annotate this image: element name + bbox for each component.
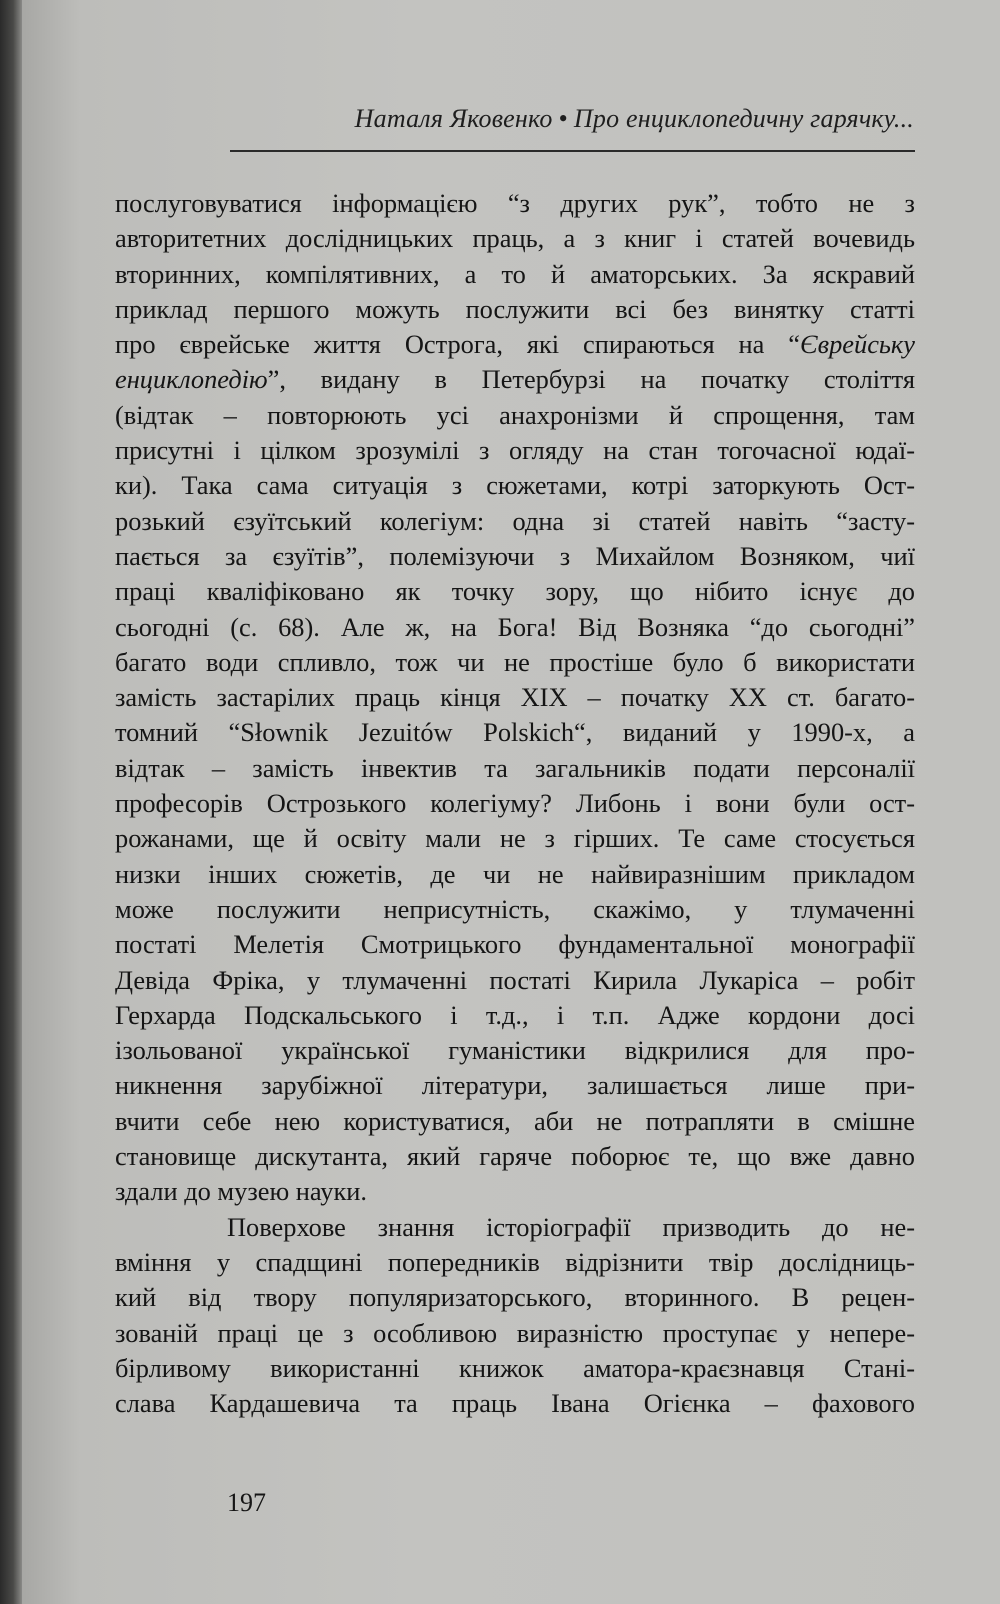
text-line: енциклопедію”, видану в Петербурзі на початку століття	[115, 364, 915, 395]
text-line: вчити себе нею користуватися, аби не потрапляти в смішне	[115, 1105, 915, 1136]
paragraph-end-line: здали до музею науки.	[115, 1176, 368, 1207]
text-line: вторинних, компілятивних, а то й аматорських. За яскравий	[115, 258, 915, 289]
header-title: Про енциклопедичну гарячку...	[573, 104, 914, 133]
text-line: (відтак – повторюють усі анахронізми й спрощення, там	[115, 399, 915, 430]
text-line: багато води спливло, тож чи не простіше було б використати	[115, 646, 915, 677]
text-line: праці кваліфіковано як точку зору, що нібито існує до	[115, 576, 915, 607]
text-line: сьогодні (с. 68). Але ж, на Бога! Від Возняка “до сьогодні”	[115, 611, 915, 642]
text-line: вміння у спадщині попередників відрізнити твір дослідниць-	[115, 1246, 915, 1277]
text-line: зованій праці це з особливою виразністю проступає у непере-	[115, 1317, 915, 1348]
running-header	[230, 104, 914, 134]
text-line: постаті Мелетія Смотрицького фундаментальної монографії	[115, 929, 915, 960]
text-line: може послужити неприсутність, скажімо, у тлумаченні	[115, 893, 915, 924]
text-line: бірливому використанні книжок аматора-краєзнавця Стані-	[115, 1352, 915, 1383]
book-page	[22, 0, 1000, 1604]
text-line: пається за єзуїтів”, полемізуючи з Михайлом Возняком, чиї	[115, 540, 915, 571]
text-line: авторитетних дослідницьких праць, а з книг і статей вочевидь	[115, 223, 915, 254]
book-gutter-edge	[0, 0, 22, 1604]
text-line: Девіда Фріка, у тлумаченні постаті Кирила Лукаріса – робіт	[115, 964, 915, 995]
text-line: никнення зарубіжної літератури, залишається лише при-	[115, 1070, 915, 1101]
text-line: присутні і цілком зрозумілі з огляду на стан тогочасної юдаї-	[115, 435, 915, 466]
paragraph-start-line: Поверхове знання історіографії призводить до не-	[227, 1211, 915, 1242]
text-line: слава Кардашевича та праць Івана Огієнка – фахового	[115, 1388, 915, 1419]
header-separator: •	[558, 104, 568, 133]
text-line: відтак – замість інвектив та загальників подати персоналії	[115, 752, 915, 783]
body-text	[115, 186, 915, 1421]
text-line: розький єзуїтський колегіум: одна зі статей навіть “засту-	[115, 505, 915, 536]
text-line: ізольованої української гуманістики відкрилися для про-	[115, 1035, 915, 1066]
text-line: ки). Така сама ситуація з сюжетами, котрі заторкують Ост-	[115, 470, 915, 501]
text-line: низки інших сюжетів, де чи не найвиразнішим прикладом	[115, 858, 915, 889]
text-line: становище дискутанта, який гаряче поборює те, що вже давно	[115, 1141, 915, 1172]
text-line: Герхарда Подскальського і т.д., і т.п. Адже кордони досі	[115, 999, 915, 1030]
text-line: томний “Słownik Jezuitów Polskich“, виданий у 1990-х, а	[115, 717, 915, 748]
text-line: замість застарілих праць кінця XIX – початку XX ст. багато-	[115, 682, 915, 713]
header-author: Наталя Яковенко	[354, 104, 553, 133]
header-rule	[230, 150, 915, 152]
text-line: послуговуватися інформацією “з других рук”, тобто не з	[115, 188, 915, 218]
text-line: кий від твору популяризаторського, вторинного. В рецен-	[115, 1282, 915, 1313]
text-line: професорів Острозького колегіуму? Либонь і вони були ост-	[115, 788, 915, 819]
italic-title: енциклопедію	[115, 364, 268, 395]
text-line: приклад першого можуть послужити всі без винятку статті	[115, 293, 915, 324]
text-line: про єврейське життя Острога, які спираються на “Єврейську	[115, 329, 915, 360]
text-line: рожанами, ще й освіту мали не з гірших. Те саме стосується	[115, 823, 915, 854]
italic-title: Єврейську	[800, 329, 915, 360]
page-number: 197	[227, 1488, 266, 1517]
